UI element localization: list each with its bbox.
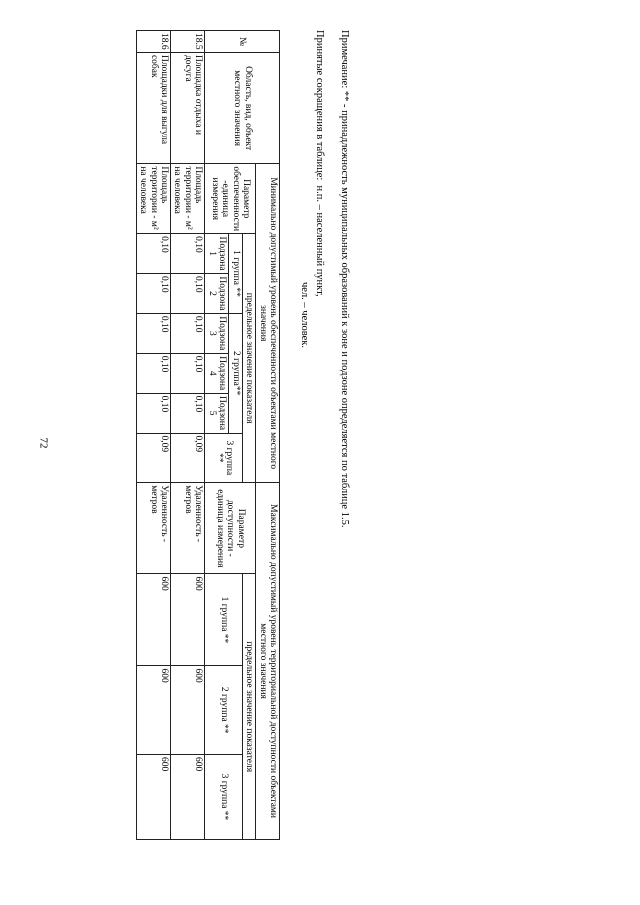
- cell-max-group1: 600: [136, 574, 170, 666]
- header-max-group3: 3 группа **: [205, 754, 242, 839]
- cell-group3: 0,09: [171, 433, 205, 483]
- header-group1: 1 группа **: [229, 234, 242, 314]
- cell-zone3: 0,10: [136, 313, 170, 353]
- cell-max-group2: 600: [136, 666, 170, 754]
- cell-zone3: 0,10: [171, 313, 205, 353]
- cell-group3: 0,09: [136, 433, 170, 483]
- cell-zone1: 0,10: [171, 234, 205, 274]
- cell-zone1: 0,10: [136, 234, 170, 274]
- cell-no: 18.5: [171, 31, 205, 53]
- cell-object: Площадки для выгула собак: [136, 52, 170, 163]
- cell-zone5: 0,10: [136, 393, 170, 433]
- header-min-param: Параметр обеспеченности -единица измерения: [205, 164, 256, 234]
- cell-zone4: 0,10: [171, 353, 205, 393]
- cell-param: Площадь территории - м² на человека: [171, 164, 205, 234]
- header-row-1: [256, 31, 280, 840]
- header-no: №: [205, 31, 280, 53]
- header-zone1: Подзона 1: [205, 234, 229, 274]
- cell-zone5: 0,10: [171, 393, 205, 433]
- header-max-group2: 2 группа **: [205, 666, 242, 754]
- cell-zone2: 0,10: [171, 274, 205, 314]
- note-abbreviation-person: чел. – человек.: [298, 282, 310, 349]
- header-max-group1: 1 группа **: [205, 574, 242, 666]
- header-max-limit: предельное значение показателя: [242, 574, 255, 840]
- header-min-level: Минимально допустимый уровень обеспеченности объектами местного значения: [256, 164, 280, 483]
- header-zone2: Подзона 2: [205, 274, 229, 314]
- table-row: [136, 31, 170, 840]
- header-max-level: Максимально допустимый уровень территориальной доступности объектами местного значения: [256, 483, 280, 840]
- header-zone4: Подзона 4: [205, 353, 229, 393]
- note-abbreviations: Принятые сокращения в таблице: н.п. – населенный пункт,: [313, 30, 325, 297]
- cell-no: 18.6: [136, 31, 170, 53]
- table-row: [171, 31, 205, 840]
- cell-zone2: 0,10: [136, 274, 170, 314]
- cell-max-param: Удаленность - метров: [136, 483, 170, 574]
- header-max-param: Параметр доступности - единица измерения: [205, 483, 256, 574]
- cell-max-param: Удаленность - метров: [171, 483, 205, 574]
- cell-max-group3: 600: [136, 754, 170, 839]
- page-number: 72: [37, 437, 50, 449]
- cell-param: Площадь территории - м² на человека: [136, 164, 170, 234]
- cell-object: Площадка отдыха и досуга: [171, 52, 205, 163]
- notes: [296, 30, 352, 870]
- header-group2: 2 группа**: [229, 313, 242, 433]
- cell-max-group1: 600: [171, 574, 205, 666]
- header-object: Область, вид, объект местного значения: [205, 52, 280, 163]
- header-group3: 3 группа **: [205, 433, 242, 483]
- note-footnote: Примечание: ** - принадлежность муниципальных образований к зоне и подзоне определяется по таблице 1.5.: [339, 30, 350, 528]
- standards-table: [136, 30, 280, 840]
- header-zone5: Подзона 5: [205, 393, 229, 433]
- cell-max-group3: 600: [171, 754, 205, 839]
- cell-max-group2: 600: [171, 666, 205, 754]
- header-min-limit: предельное значение показателя: [242, 234, 255, 483]
- cell-zone4: 0,10: [136, 353, 170, 393]
- header-zone3: Подзона 3: [205, 313, 229, 353]
